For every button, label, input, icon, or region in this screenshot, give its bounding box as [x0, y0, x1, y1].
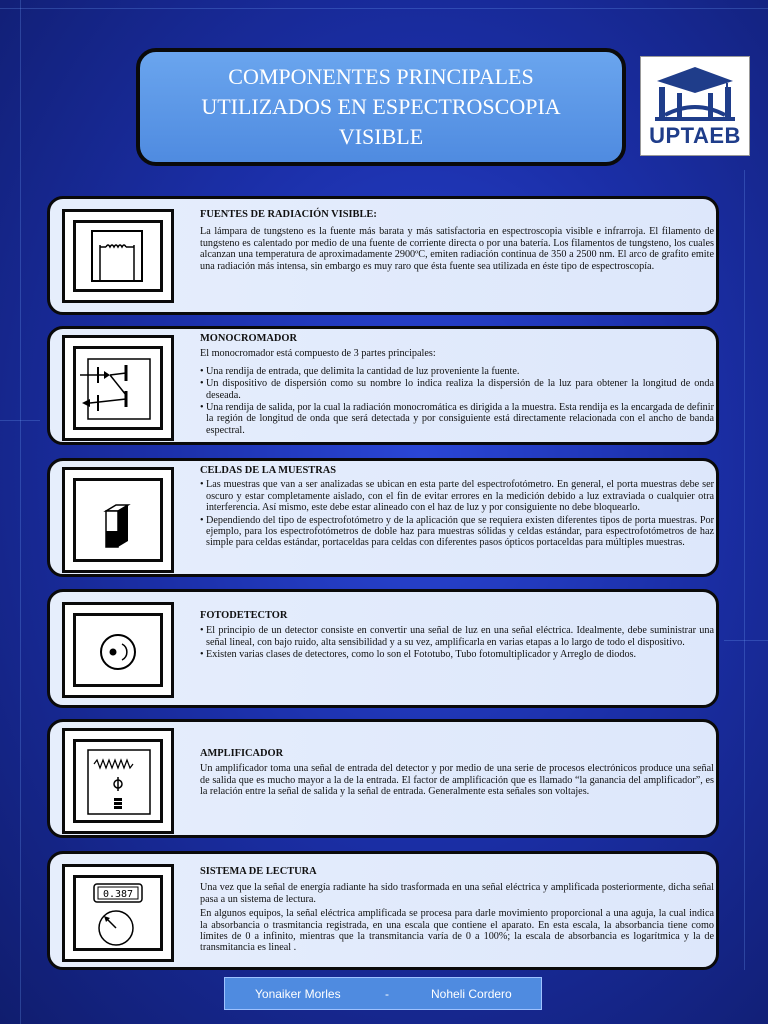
- section-paragraph: Una vez que la señal de energía radiante ha sido trasformada en una señal eléctrica y amplificada posteriormente, dicha señal pasa a un sistema de lectura.: [200, 882, 714, 905]
- section-paragraph: En algunos equipos, la señal eléctrica amplificada se procesa para darle movimiento proporcional a una aguja, la cual indica la absorbancia o trasmitancia registrada, en una escala que contiene el aparato. En esta escala, la absorbancia tiene como límites de 0 a infinito, mientras que la transmitancia varía de 0 a 100%; la escala de absorbancia es logarítmica y la de transmitancia es lineal .: [200, 908, 714, 954]
- page-title: [136, 48, 626, 166]
- section-amplificador: [47, 719, 719, 838]
- author-1: Yonaiker Morles: [255, 986, 341, 1001]
- amplifier-icon-frame: [62, 728, 174, 834]
- cuvette-icon: [76, 481, 160, 561]
- section-title: CELDAS DE LA MUESTRAS: [200, 465, 336, 476]
- list-item: • Las muestras que van a ser analizadas se ubican en esta parte del espectrofotómetro. En general, el porta muestras debe ser oscuro y estar completamente aislado, con el fin de evitar errores en la medición debido a luz extraviada o cualquier otra interferencia. Así mismo, este debe estar alineado con el haz de luz y por consiguiente no debe bloquearlo.: [200, 479, 714, 514]
- monochromator-icon: [76, 349, 160, 429]
- section-title: FOTODETECTOR: [200, 610, 288, 621]
- section-paragraph: La lámpara de tungsteno es la fuente más barata y más satisfactoria en espectroscopia visible e infrarroja. El filamento de tungsteno es calentado por medio de una fuente de corriente directa o por una batería. Los filamentos de tungsteno, los cuales alcanzan una temperatura de aproximadamente 2900ºC, emiten radiación continua de 350 a 2500 nm. El arco de grafito emite una radiación más intensa, sin embargo es muy raro que ésta fuente sea utilizada en éste tipo de espectroscopía.: [200, 226, 714, 272]
- list-item: • Un dispositivo de dispersión como su nombre lo indica realiza la dispersión de la luz para obtener la longitud de onda deseada.: [200, 378, 714, 401]
- readout-icon-frame: [62, 864, 174, 962]
- section-title: MONOCROMADOR: [200, 333, 297, 344]
- decor-line: [0, 420, 40, 421]
- section-sistema-lectura: [47, 851, 719, 970]
- footer-authors: [224, 977, 542, 1010]
- decor-line: [744, 170, 745, 970]
- photodetector-icon: [76, 616, 160, 686]
- section-title: FUENTES DE RADIACIÓN VISIBLE:: [200, 209, 377, 220]
- display-reading: 0.387: [102, 889, 134, 900]
- decor-line: [0, 8, 768, 9]
- decor-line: [20, 0, 21, 1024]
- logo-text: UPTAEB: [649, 123, 741, 148]
- list-item: • Dependiendo del tipo de espectrofotómetro y de la aplicación que se requiera existen diferentes tipos de porta muestras. Por ejemplo, para los espectrofotómetros de doble haz para muestras sólidas y celdas estándar, para espectrofotómetros de haz simple para celdas estándar, portaceldas para celdas con diferentes pasos ópticos portaceldas para múltiples muestras.: [200, 514, 714, 549]
- decor-line: [724, 640, 768, 641]
- lamp-icon-frame: [62, 209, 174, 303]
- photodetector-icon-frame: [62, 602, 174, 698]
- section-fuentes: [47, 196, 719, 315]
- list-item: • Existen varias clases de detectores, como lo son el Fototubo, Tubo fotomultiplicador y Arreglo de diodos.: [200, 649, 637, 661]
- readout-display-icon: [76, 878, 160, 954]
- author-separator: -: [385, 986, 389, 1001]
- list-item: • Una rendija de entrada, que delimita la cantidad de luz proveniente la fuente.: [200, 365, 520, 377]
- list-item: • El principio de un detector consiste en convertir una señal de luz en una señal eléctrica. Idealmente, debe suministrar una señal lineal, con bajo ruido, alta sensibilidad y a su vez, amplificarla en varias etapas a lo largo de todo el dispositivo.: [200, 625, 714, 648]
- sample-cell-icon-frame: [62, 467, 174, 573]
- section-intro: El monocromador está compuesto de 3 partes principales:: [200, 348, 436, 360]
- amplifier-icon: [76, 742, 160, 822]
- list-item: • Una rendija de salida, por la cual la radiación monocromática es dirigida a la muestra. Esta rendija es la encargada de definir la región de longitud de onda que será detectada y por consiguiente está directamente relacionada con el ancho de banda espectral.: [200, 402, 714, 436]
- title-line-1: COMPONENTES PRINCIPALES: [228, 64, 534, 89]
- uptaeb-logo: [640, 56, 750, 156]
- title-line-3: VISIBLE: [338, 124, 424, 149]
- section-celdas: [47, 458, 719, 577]
- author-2: Noheli Cordero: [431, 986, 512, 1001]
- tungsten-lamp-icon: [76, 223, 160, 291]
- section-title: AMPLIFICADOR: [200, 748, 284, 759]
- section-title: SISTEMA DE LECTURA: [200, 866, 317, 877]
- section-paragraph: Un amplificador toma una señal de entrada del detector y por medio de una serie de procesos electrónicos produce una señal de salida que es mucho mayor a la de la entrada. El factor de amplificación que es llamado “la ganancia del amplificador”, es la relación entre la señal de salida y la señal de entrada. Generalmente esta señales son voltajes.: [200, 763, 714, 798]
- graduation-cap-icon: [641, 61, 749, 127]
- monochromator-icon-frame: [62, 335, 174, 441]
- section-monocromador: [47, 326, 719, 445]
- section-fotodetector: [47, 589, 719, 708]
- title-line-2: UTILIZADOS EN ESPECTROSCOPIA: [201, 94, 561, 119]
